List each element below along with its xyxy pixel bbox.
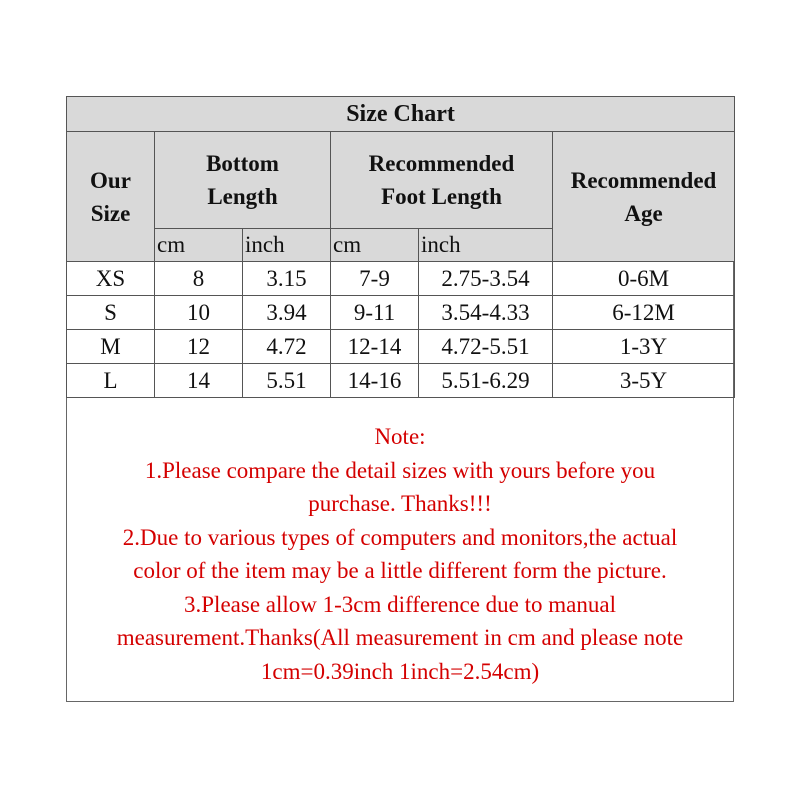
header-our-size <box>67 132 155 262</box>
notes-block <box>66 420 734 688</box>
header-row <box>67 132 735 229</box>
cell-bottom-cm: 12 <box>155 330 243 364</box>
size-chart-table <box>66 96 735 398</box>
unit-bottom-inch: inch <box>243 229 331 262</box>
unit-foot-cm: cm <box>331 229 419 262</box>
table-row <box>67 364 735 398</box>
cell-bottom-inch: 4.72 <box>243 330 331 364</box>
cell-bottom-cm: 8 <box>155 262 243 296</box>
note-line: color of the item may be a little different form the picture. <box>133 558 667 583</box>
cell-bottom-cm: 14 <box>155 364 243 398</box>
table-row <box>67 262 735 296</box>
unit-bottom-cm: cm <box>155 229 243 262</box>
cell-foot-inch: 4.72-5.51 <box>419 330 553 364</box>
cell-foot-cm: 9-11 <box>331 296 419 330</box>
cell-bottom-cm: 10 <box>155 296 243 330</box>
header-recommended-age-line2: Age <box>624 200 663 226</box>
cell-foot-cm: 7-9 <box>331 262 419 296</box>
header-our-size-line1: Our <box>90 167 131 193</box>
cell-age: 1-3Y <box>553 330 735 364</box>
cell-foot-inch: 5.51-6.29 <box>419 364 553 398</box>
note-line: purchase. Thanks!!! <box>308 491 492 516</box>
cell-bottom-inch: 5.51 <box>243 364 331 398</box>
header-foot-length-line2: Foot Length <box>381 184 502 209</box>
cell-age: 0-6M <box>553 262 735 296</box>
table-row <box>67 330 735 364</box>
cell-bottom-inch: 3.15 <box>243 262 331 296</box>
chart-title: Size Chart <box>67 97 735 132</box>
cell-size: S <box>67 296 155 330</box>
cell-foot-cm: 14-16 <box>331 364 419 398</box>
header-foot-length-line1: Recommended <box>368 151 515 176</box>
cell-size: XS <box>67 262 155 296</box>
cell-foot-inch: 2.75-3.54 <box>419 262 553 296</box>
note-line: 1.Please compare the detail sizes with yours before you <box>144 457 656 483</box>
cell-size: M <box>67 330 155 364</box>
note-heading: Note: <box>374 424 426 449</box>
cell-size: L <box>67 364 155 398</box>
table-row <box>67 296 735 330</box>
header-bottom-length <box>155 132 331 229</box>
unit-foot-inch: inch <box>419 229 553 262</box>
title-row <box>67 97 735 132</box>
note-line: measurement.Thanks(All measurement in cm and please note <box>116 625 684 650</box>
cell-age: 3-5Y <box>553 364 735 398</box>
header-our-size-line2: Size <box>90 200 131 226</box>
note-line: 3.Please allow 1-3cm difference due to manual <box>184 591 616 617</box>
cell-foot-inch: 3.54-4.33 <box>419 296 553 330</box>
cell-age: 6-12M <box>553 296 735 330</box>
header-bottom-length-line1: Bottom <box>206 151 279 176</box>
note-line: 1cm=0.39inch 1inch=2.54cm) <box>260 658 540 684</box>
header-foot-length <box>331 132 553 229</box>
header-bottom-length-line2: Length <box>207 184 278 209</box>
cell-bottom-inch: 3.94 <box>243 296 331 330</box>
header-recommended-age <box>553 132 735 262</box>
header-recommended-age-line1: Recommended <box>570 167 717 193</box>
cell-foot-cm: 12-14 <box>331 330 419 364</box>
note-line: 2.Due to various types of computers and monitors,the actual <box>122 524 678 550</box>
